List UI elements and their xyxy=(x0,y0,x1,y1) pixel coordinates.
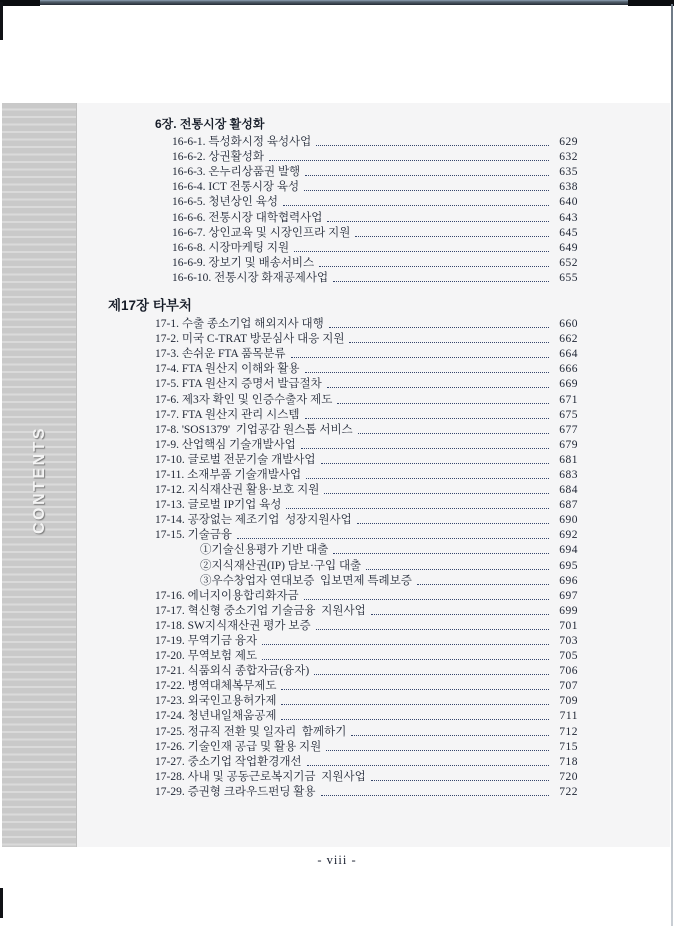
toc-page-number: 675 xyxy=(559,408,578,421)
dot-leader xyxy=(286,508,549,509)
toc-entry-label: 17-13. 글로벌 IP기업 육성 xyxy=(155,499,282,512)
toc-row xyxy=(108,225,578,240)
toc-row xyxy=(108,648,578,663)
toc-entry-label: 17-2. 미국 C-TRAT 방문심사 대응 지원 xyxy=(155,333,345,346)
toc-page-number: 694 xyxy=(559,544,578,557)
toc-row xyxy=(108,134,578,149)
toc-row xyxy=(108,209,578,224)
toc-page-number: 671 xyxy=(559,393,578,406)
toc-row xyxy=(108,331,578,346)
toc-page-number: 699 xyxy=(559,604,578,617)
toc-row xyxy=(108,270,578,285)
dot-leader xyxy=(371,614,549,615)
toc-page-number: 677 xyxy=(559,423,578,436)
toc-page-number: 683 xyxy=(559,468,578,481)
toc-row xyxy=(108,316,578,331)
toc-row xyxy=(108,633,578,648)
toc-row xyxy=(108,482,578,497)
dot-leader xyxy=(237,538,549,539)
toc-page-number: 706 xyxy=(559,665,578,678)
toc-entry-label: 16-6-9. 장보기 및 배송서비스 xyxy=(172,256,315,269)
toc-page-number: 652 xyxy=(559,256,578,269)
section-heading: 6장. 전통시장 활성화 xyxy=(155,117,265,131)
toc-entry-label: 17-3. 손쉬운 FTA 품목분류 xyxy=(155,348,286,361)
dot-leader xyxy=(305,372,550,373)
toc-entry-label: 17-25. 정규직 전환 및 일자리 함께하기 xyxy=(155,725,347,738)
dot-leader xyxy=(358,433,549,434)
toc-row xyxy=(108,164,578,179)
toc-entry-label: 16-6-6. 전통시장 대학협력사업 xyxy=(172,211,323,224)
scan-left-edge-mark-top xyxy=(0,2,3,40)
section-heading: 제17장 타부처 xyxy=(108,297,192,313)
dot-leader xyxy=(262,644,549,645)
toc-row xyxy=(108,693,578,708)
toc-row xyxy=(108,588,578,603)
toc-entry-label: 17-29. 증권형 크라우드펀딩 활용 xyxy=(155,785,316,798)
toc-page-number: 681 xyxy=(559,453,578,466)
toc-page-number: 684 xyxy=(559,484,578,497)
toc-page-number: 687 xyxy=(559,499,578,512)
toc-row xyxy=(108,179,578,194)
scan-right-edge xyxy=(671,4,673,926)
dot-leader xyxy=(269,160,549,161)
toc-entry-label: 17-11. 소재부품 기술개발사업 xyxy=(155,468,302,481)
toc-entry-label: 17-16. 에너지이용합리화자금 xyxy=(155,589,299,602)
toc-page-number: 640 xyxy=(559,196,578,209)
toc-entry-label: 17-23. 외국인고용허가제 xyxy=(155,695,277,708)
toc-row xyxy=(108,149,578,164)
toc-page-number: 705 xyxy=(559,650,578,663)
dot-leader xyxy=(324,493,549,494)
toc-page-number: 662 xyxy=(559,333,578,346)
toc-page-number: 645 xyxy=(559,226,578,239)
toc-page-number: 722 xyxy=(559,785,578,798)
toc-page-number: 655 xyxy=(559,271,578,284)
toc-entry-label: 17-6. 제3자 확인 및 인증수출자 제도 xyxy=(155,393,333,406)
toc-entry-label: 17-26. 기술인재 공급 및 활용 지원 xyxy=(155,740,322,753)
toc-page-number: 701 xyxy=(559,619,578,632)
toc-page-number: 707 xyxy=(559,680,578,693)
dot-leader xyxy=(314,674,549,675)
scan-top-edge xyxy=(0,0,674,5)
toc-entry-label: 17-7. FTA 원산지 관리 시스템 xyxy=(155,408,300,421)
toc-entry-label: ①기술신용평가 기반 대출 xyxy=(200,544,329,557)
toc-row xyxy=(108,769,578,784)
toc-page-number: 690 xyxy=(559,514,578,527)
toc-entry-label: 17-21. 식품외식 종합자금(융자) xyxy=(155,665,310,678)
dot-leader xyxy=(327,221,549,222)
toc-page-number: 709 xyxy=(559,695,578,708)
toc-row xyxy=(108,346,578,361)
toc-entry-label: 16-6-2. 상권활성화 xyxy=(172,151,264,164)
toc-entry-label: 17-20. 무역보험 제도 xyxy=(155,650,258,663)
toc-entry-label: 17-18. SW지식재산권 평가 보증 xyxy=(155,619,311,632)
toc-page-number: 669 xyxy=(559,378,578,391)
dot-leader xyxy=(337,403,549,404)
toc-entry-label: 16-6-3. 온누리상품권 발행 xyxy=(172,166,301,179)
toc-page-number: 718 xyxy=(559,755,578,768)
dot-leader xyxy=(307,765,549,766)
dot-leader xyxy=(321,463,549,464)
toc-entry-label: 17-15. 기술금융 xyxy=(155,529,233,542)
dot-leader xyxy=(355,236,549,237)
toc-row xyxy=(108,391,578,406)
dot-leader xyxy=(294,251,549,252)
dot-leader xyxy=(306,478,549,479)
dot-leader xyxy=(281,704,549,705)
toc-page-number: 703 xyxy=(559,635,578,647)
dot-leader xyxy=(291,357,549,358)
toc-entry-label: 16-6-10. 전통시장 화재공제사업 xyxy=(172,271,329,284)
dot-leader xyxy=(301,448,549,449)
toc-row xyxy=(108,784,578,799)
toc-row xyxy=(108,723,578,738)
toc-entry-label: 16-6-4. ICT 전통시장 육성 xyxy=(172,181,300,194)
dot-leader xyxy=(316,629,549,630)
toc-entry-label: 17-12. 지식재산권 활용·보호 지원 xyxy=(155,484,320,497)
toc-page-number: 629 xyxy=(559,136,578,149)
toc-row xyxy=(108,437,578,452)
contents-tab-label: CONTENTS xyxy=(31,426,48,534)
dot-leader xyxy=(366,569,549,570)
toc-row xyxy=(108,407,578,422)
toc-page-number: 638 xyxy=(559,181,578,194)
toc-row xyxy=(108,376,578,391)
dot-leader xyxy=(351,735,549,736)
toc-entry-label: 17-28. 사내 및 공동근로복지기금 지원사업 xyxy=(155,770,366,783)
toc-row xyxy=(108,739,578,754)
scan-left-edge-mark-bottom xyxy=(0,888,3,918)
toc-entry-label: 16-6-5. 청년상인 육성 xyxy=(172,196,278,209)
dot-leader xyxy=(262,659,549,660)
scan-corner-right xyxy=(628,0,674,6)
dot-leader xyxy=(305,418,550,419)
scan-corner-left xyxy=(0,0,40,6)
toc-page-number: 666 xyxy=(559,363,578,376)
toc-entry-label: 17-8. 'SOS1379' 기업공감 원스톱 서비스 xyxy=(155,423,353,436)
toc-row xyxy=(108,240,578,255)
page-footer-number: - viii - xyxy=(317,853,357,867)
dot-leader xyxy=(333,553,549,554)
dot-leader xyxy=(329,327,549,328)
toc-page-number: 712 xyxy=(559,725,578,738)
toc-entry-label: 16-6-1. 특성화시정 육성사업 xyxy=(172,136,312,149)
toc-entry-label: 16-6-8. 시장마케팅 지원 xyxy=(172,241,290,254)
toc-row xyxy=(108,255,578,270)
dot-leader xyxy=(305,175,549,176)
toc-page-number: 695 xyxy=(559,559,578,572)
dot-leader xyxy=(304,190,549,191)
dot-leader xyxy=(326,750,549,751)
dot-leader xyxy=(357,523,549,524)
toc-row xyxy=(108,467,578,482)
dot-leader xyxy=(321,795,549,796)
toc-entry-label: 17-1. 수출 종소기업 해외지사 대행 xyxy=(155,318,324,331)
toc-entry-label: ③우수창업자 연대보증 입보면제 특례보증 xyxy=(200,574,412,587)
toc-entry-label: 17-19. 무역기금 융자 xyxy=(155,635,258,647)
toc-row xyxy=(108,542,578,557)
toc-row xyxy=(108,527,578,542)
dot-leader xyxy=(283,205,549,206)
toc-row xyxy=(108,754,578,769)
toc-page-number: 711 xyxy=(559,710,578,723)
dot-leader xyxy=(417,584,549,585)
dot-leader xyxy=(333,281,549,282)
toc-entry-label: ②지식재산권(IP) 담보·구입 대출 xyxy=(200,559,362,572)
toc-entry-label: 17-27. 중소기업 작업환경개선 xyxy=(155,755,302,768)
toc-entry-label: 16-6-7. 상인교육 및 시장인프라 지원 xyxy=(172,226,351,239)
dot-leader xyxy=(327,387,549,388)
toc-entry-label: 17-4. FTA 원산지 이해와 활용 xyxy=(155,363,300,376)
toc-page-number: 632 xyxy=(559,151,578,164)
dot-leader xyxy=(349,342,549,343)
toc xyxy=(108,117,578,799)
toc-row xyxy=(108,557,578,572)
toc-page-number: 679 xyxy=(559,438,578,451)
toc-page-number: 649 xyxy=(559,241,578,254)
dot-leader xyxy=(281,689,549,690)
dot-leader xyxy=(319,266,549,267)
dot-leader xyxy=(371,780,549,781)
toc-entry-label: 17-5. FTA 원산지 증명서 발급절차 xyxy=(155,378,322,391)
toc-entry-label: 17-9. 산업핵심 기술개발사업 xyxy=(155,438,296,451)
toc-page-number: 697 xyxy=(559,589,578,602)
toc-row xyxy=(108,512,578,527)
toc-row xyxy=(108,497,578,512)
toc-page-number: 643 xyxy=(559,211,578,224)
toc-row xyxy=(108,194,578,209)
toc-entry-label: 17-10. 글로벌 전문기술 개발사업 xyxy=(155,453,316,466)
toc-page-number: 696 xyxy=(559,574,578,587)
dot-leader xyxy=(304,599,549,600)
toc-row xyxy=(108,708,578,723)
toc-entry-label: 17-24. 청년내일채움공제 xyxy=(155,710,277,723)
toc-row xyxy=(108,422,578,437)
toc-row xyxy=(108,678,578,693)
toc-page-number: 692 xyxy=(559,529,578,542)
toc-row xyxy=(108,603,578,618)
dot-leader xyxy=(316,145,549,146)
toc-page-number: 664 xyxy=(559,348,578,361)
toc-page-number: 635 xyxy=(559,166,578,179)
toc-row xyxy=(108,618,578,633)
toc-page-number: 720 xyxy=(559,770,578,783)
dot-leader xyxy=(281,719,549,720)
toc-entry-label: 17-22. 병역대체복무제도 xyxy=(155,680,277,693)
toc-page-number: 660 xyxy=(559,318,578,331)
toc-entry-label: 17-17. 혁신형 중소기업 기술금융 지원사업 xyxy=(155,604,366,617)
toc-row xyxy=(108,573,578,588)
toc-row xyxy=(108,452,578,467)
toc-row xyxy=(108,361,578,376)
toc-page-number: 715 xyxy=(559,740,578,753)
toc-entry-label: 17-14. 공장없는 제조기업 성장지원사업 xyxy=(155,514,352,527)
toc-row xyxy=(108,663,578,678)
